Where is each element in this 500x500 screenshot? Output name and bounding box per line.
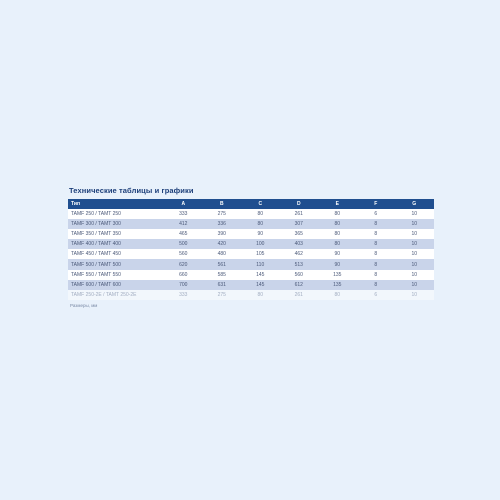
cell-value: 420 — [217, 241, 226, 248]
cell-value: 8 — [374, 261, 378, 268]
table-header-row — [68, 199, 434, 209]
table-row — [68, 290, 434, 300]
cell-value: 8 — [374, 231, 378, 238]
cell-value: 307 — [294, 221, 303, 228]
cell-value: 585 — [217, 271, 226, 278]
cell-value: 700 — [179, 281, 188, 288]
table-row — [68, 209, 434, 219]
cell-value: 80 — [257, 291, 264, 298]
cell-value: 90 — [334, 261, 341, 268]
cell-value: 275 — [217, 291, 226, 298]
cell-type: TAMF 450 / TAMT 450 — [71, 251, 121, 258]
cell-value: 500 — [179, 241, 188, 248]
cell-value: 561 — [217, 261, 226, 268]
cell-value: 145 — [256, 271, 265, 278]
header-type: Тип — [71, 201, 80, 207]
cell-value: 110 — [256, 261, 265, 268]
cell-value: 145 — [256, 281, 265, 288]
table-row — [68, 229, 434, 239]
cell-value: 275 — [217, 211, 226, 218]
cell-type: TAMF 350 / TAMT 350 — [71, 231, 121, 238]
cell-value: 10 — [411, 231, 418, 238]
cell-value: 365 — [294, 231, 303, 238]
header-f: F — [374, 201, 378, 207]
cell-value: 480 — [217, 251, 226, 258]
table-row — [68, 249, 434, 259]
cell-value: 10 — [411, 271, 418, 278]
cell-value: 80 — [334, 211, 341, 218]
cell-value: 10 — [411, 221, 418, 228]
cell-value: 660 — [179, 271, 188, 278]
cell-value: 336 — [217, 221, 226, 228]
cell-value: 412 — [179, 221, 188, 228]
cell-value: 620 — [179, 261, 188, 268]
cell-value: 261 — [294, 291, 303, 298]
cell-value: 8 — [374, 241, 378, 248]
cell-value: 261 — [294, 211, 303, 218]
table-row — [68, 280, 434, 290]
cell-value: 80 — [334, 241, 341, 248]
table-row — [68, 219, 434, 229]
header-d: D — [296, 201, 301, 207]
cell-value: 80 — [257, 221, 264, 228]
cell-type: TAMF 250-2E / TAMT 250-2E — [71, 291, 137, 298]
cell-value: 631 — [217, 281, 226, 288]
cell-value: 135 — [333, 281, 342, 288]
cell-type: TAMF 400 / TAMT 400 — [71, 241, 121, 248]
cell-value: 10 — [411, 261, 418, 268]
spec-table — [68, 199, 434, 300]
cell-value: 10 — [411, 211, 418, 218]
cell-value: 135 — [333, 271, 342, 278]
cell-value: 333 — [179, 211, 188, 218]
cell-type: TAMF 250 / TAMT 250 — [71, 211, 121, 218]
cell-value: 90 — [257, 231, 264, 238]
cell-value: 612 — [294, 281, 303, 288]
cell-value: 105 — [256, 251, 265, 258]
section-title: Технические таблицы и графики — [69, 186, 194, 195]
cell-type: TAMF 500 / TAMT 500 — [71, 261, 121, 268]
table-row — [68, 270, 434, 280]
cell-value: 80 — [334, 231, 341, 238]
table-row — [68, 259, 434, 269]
cell-value: 560 — [294, 271, 303, 278]
cell-value: 80 — [334, 221, 341, 228]
cell-value: 10 — [411, 251, 418, 258]
cell-value: 10 — [411, 291, 418, 298]
header-a: A — [181, 201, 186, 207]
cell-value: 80 — [334, 291, 341, 298]
cell-value: 390 — [217, 231, 226, 238]
header-c: C — [258, 201, 263, 207]
cell-value: 10 — [411, 241, 418, 248]
cell-type: TAMF 600 / TAMT 600 — [71, 281, 121, 288]
cell-value: 8 — [374, 271, 378, 278]
cell-value: 8 — [374, 281, 378, 288]
cell-value: 560 — [179, 251, 188, 258]
cell-value: 8 — [374, 221, 378, 228]
cell-value: 100 — [256, 241, 265, 248]
cell-value: 6 — [374, 211, 378, 218]
header-g: G — [412, 201, 417, 207]
cell-value: 6 — [374, 291, 378, 298]
units-note: Размеры, мм — [70, 302, 98, 308]
cell-value: 462 — [294, 251, 303, 258]
header-b: B — [219, 201, 224, 207]
cell-type: TAMF 550 / TAMT 550 — [71, 271, 121, 278]
cell-value: 465 — [179, 231, 188, 238]
cell-value: 8 — [374, 251, 378, 258]
cell-value: 403 — [294, 241, 303, 248]
cell-value: 513 — [294, 261, 303, 268]
cell-type: TAMF 300 / TAMT 300 — [71, 221, 121, 228]
document-section — [68, 186, 432, 308]
table-row — [68, 239, 434, 249]
cell-value: 333 — [179, 291, 188, 298]
cell-value: 80 — [257, 211, 264, 218]
cell-value: 10 — [411, 281, 418, 288]
header-e: E — [335, 201, 339, 207]
cell-value: 90 — [334, 251, 341, 258]
